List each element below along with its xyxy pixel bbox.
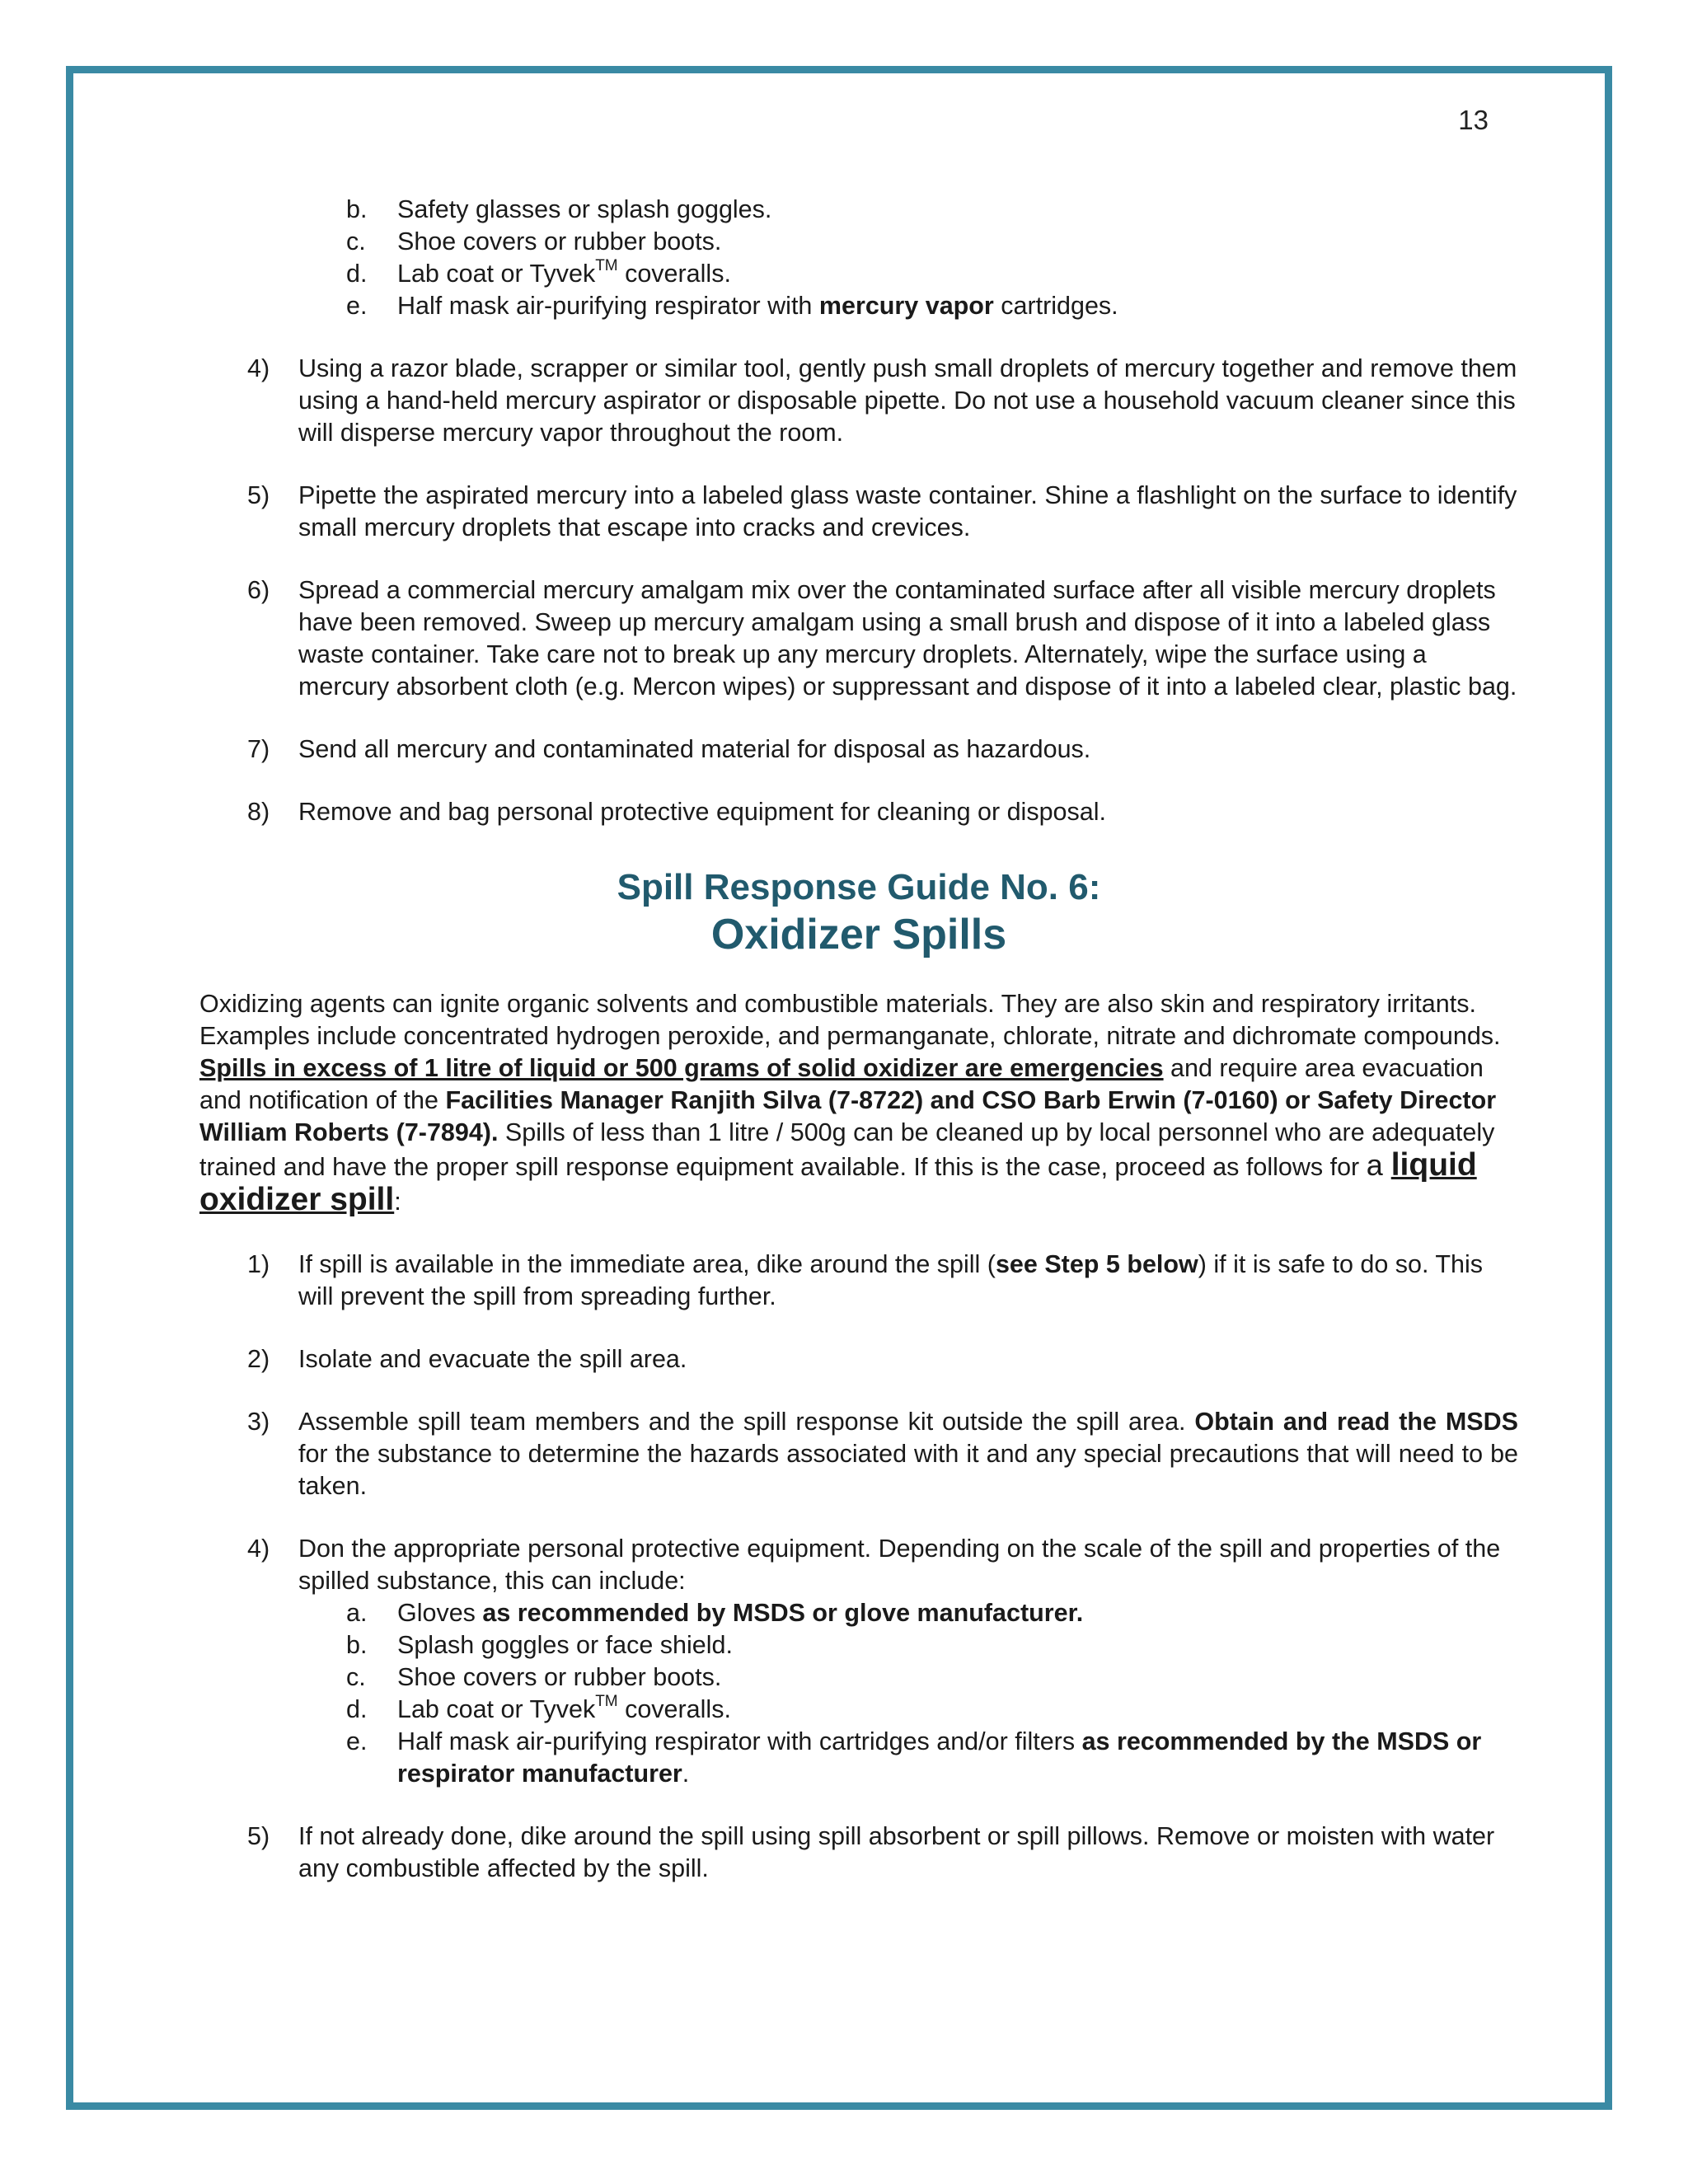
numbered-step: 7) Send all mercury and contaminated material for disposal as hazardous. [247, 735, 1091, 763]
list-item: a. Gloves as recommended by MSDS or glove manufacturer. [346, 1599, 1084, 1627]
numbered-step: 6) Spread a commercial mercury amalgam mix over the contaminated surface after all visible mercury droplets have been removed. Sweep up mercury amalgam using a small brush and dispose of it into a labeled glass waste container. Take care not to break up any mercury droplets. Alternately, wipe the surface using a mercury absorbent cloth (e.g. Mercon wipes) or suppressant and dispose of it into a labeled clear, plastic bag. [247, 576, 1517, 701]
numbered-step: 5) Pipette the aspirated mercury into a labeled glass waste container. Shine a flashlight on the surface to identify small mercury droplets that escape into cracks and crevices. [247, 481, 1517, 541]
list-item: b. Splash goggles or face shield. [346, 1631, 733, 1659]
list-item: c. Shoe covers or rubber boots. [346, 1663, 722, 1691]
section-heading: Spill Response Guide No. 6: [617, 867, 1101, 907]
numbered-step: 4) Using a razor blade, scrapper or similar tool, gently push small droplets of mercury together and remove them using a hand-held mercury aspirator or disposable pipette. Do not use a household vacuum cleaner since this will disperse mercury vapor throughout the room. [247, 354, 1517, 447]
intro-paragraph: Oxidizing agents can ignite organic solvents and combustible materials. They are also skin and respiratory irritants. Examples include concentrated hydrogen peroxide, and permanganate, chlorate, nitrate and dichromate compounds. Spills in excess of 1 litre of liquid or 500 grams of solid oxidizer are emergencies and require area evacuation and notification of the Facilities Manager Ranjith Silva (7-8722) and CSO Barb Erwin (7-0160) or Safety Director William Roberts (7-7894). Spills of less than 1 litre / 500g can be cleaned up by local personnel who are adequately trained and have the proper spill response equipment available. If this is the case, proceed as follows for a liquid oxidizer spill: [199, 990, 1501, 1217]
page-number: 13 [1458, 105, 1489, 135]
section-title: Oxidizer Spills [710, 911, 1007, 958]
list-item: d. Lab coat or Tyvek™ coveralls. [346, 256, 731, 288]
numbered-step: 5) If not already done, dike around the spill using spill absorbent or spill pillows. Remove or moisten with water any combustible affected by the spill. [247, 1822, 1495, 1882]
document-body [199, 194, 1518, 1885]
list-item: e. Half mask air-purifying respirator with cartridges and/or filters as recommended by the MSDS or respirator manufacturer. [346, 1727, 1482, 1788]
numbered-step: 4) Don the appropriate personal protective equipment. Depending on the scale of the spill and properties of the spilled substance, this can include: [247, 1535, 1501, 1595]
list-item: b. Safety glasses or splash goggles. [346, 195, 772, 223]
list-item: e. Half mask air-purifying respirator with mercury vapor cartridges. [346, 292, 1118, 320]
list-item: c. Shoe covers or rubber boots. [346, 227, 722, 255]
numbered-step: 8) Remove and bag personal protective equipment for cleaning or disposal. [247, 798, 1106, 826]
numbered-step: 3) Assemble spill team members and the spill response kit outside the spill area. Obtain and read the MSDS for the substance to determine the hazards associated with it and any special precautions that will need to be taken. [247, 1408, 1518, 1500]
numbered-step: 2) Isolate and evacuate the spill area. [247, 1345, 687, 1373]
list-item: d. Lab coat or Tyvek™ coveralls. [346, 1692, 731, 1723]
numbered-step: 1) If spill is available in the immediate area, dike around the spill (see Step 5 below) if it is safe to do so. This will prevent the spill from spreading further. [247, 1250, 1484, 1310]
